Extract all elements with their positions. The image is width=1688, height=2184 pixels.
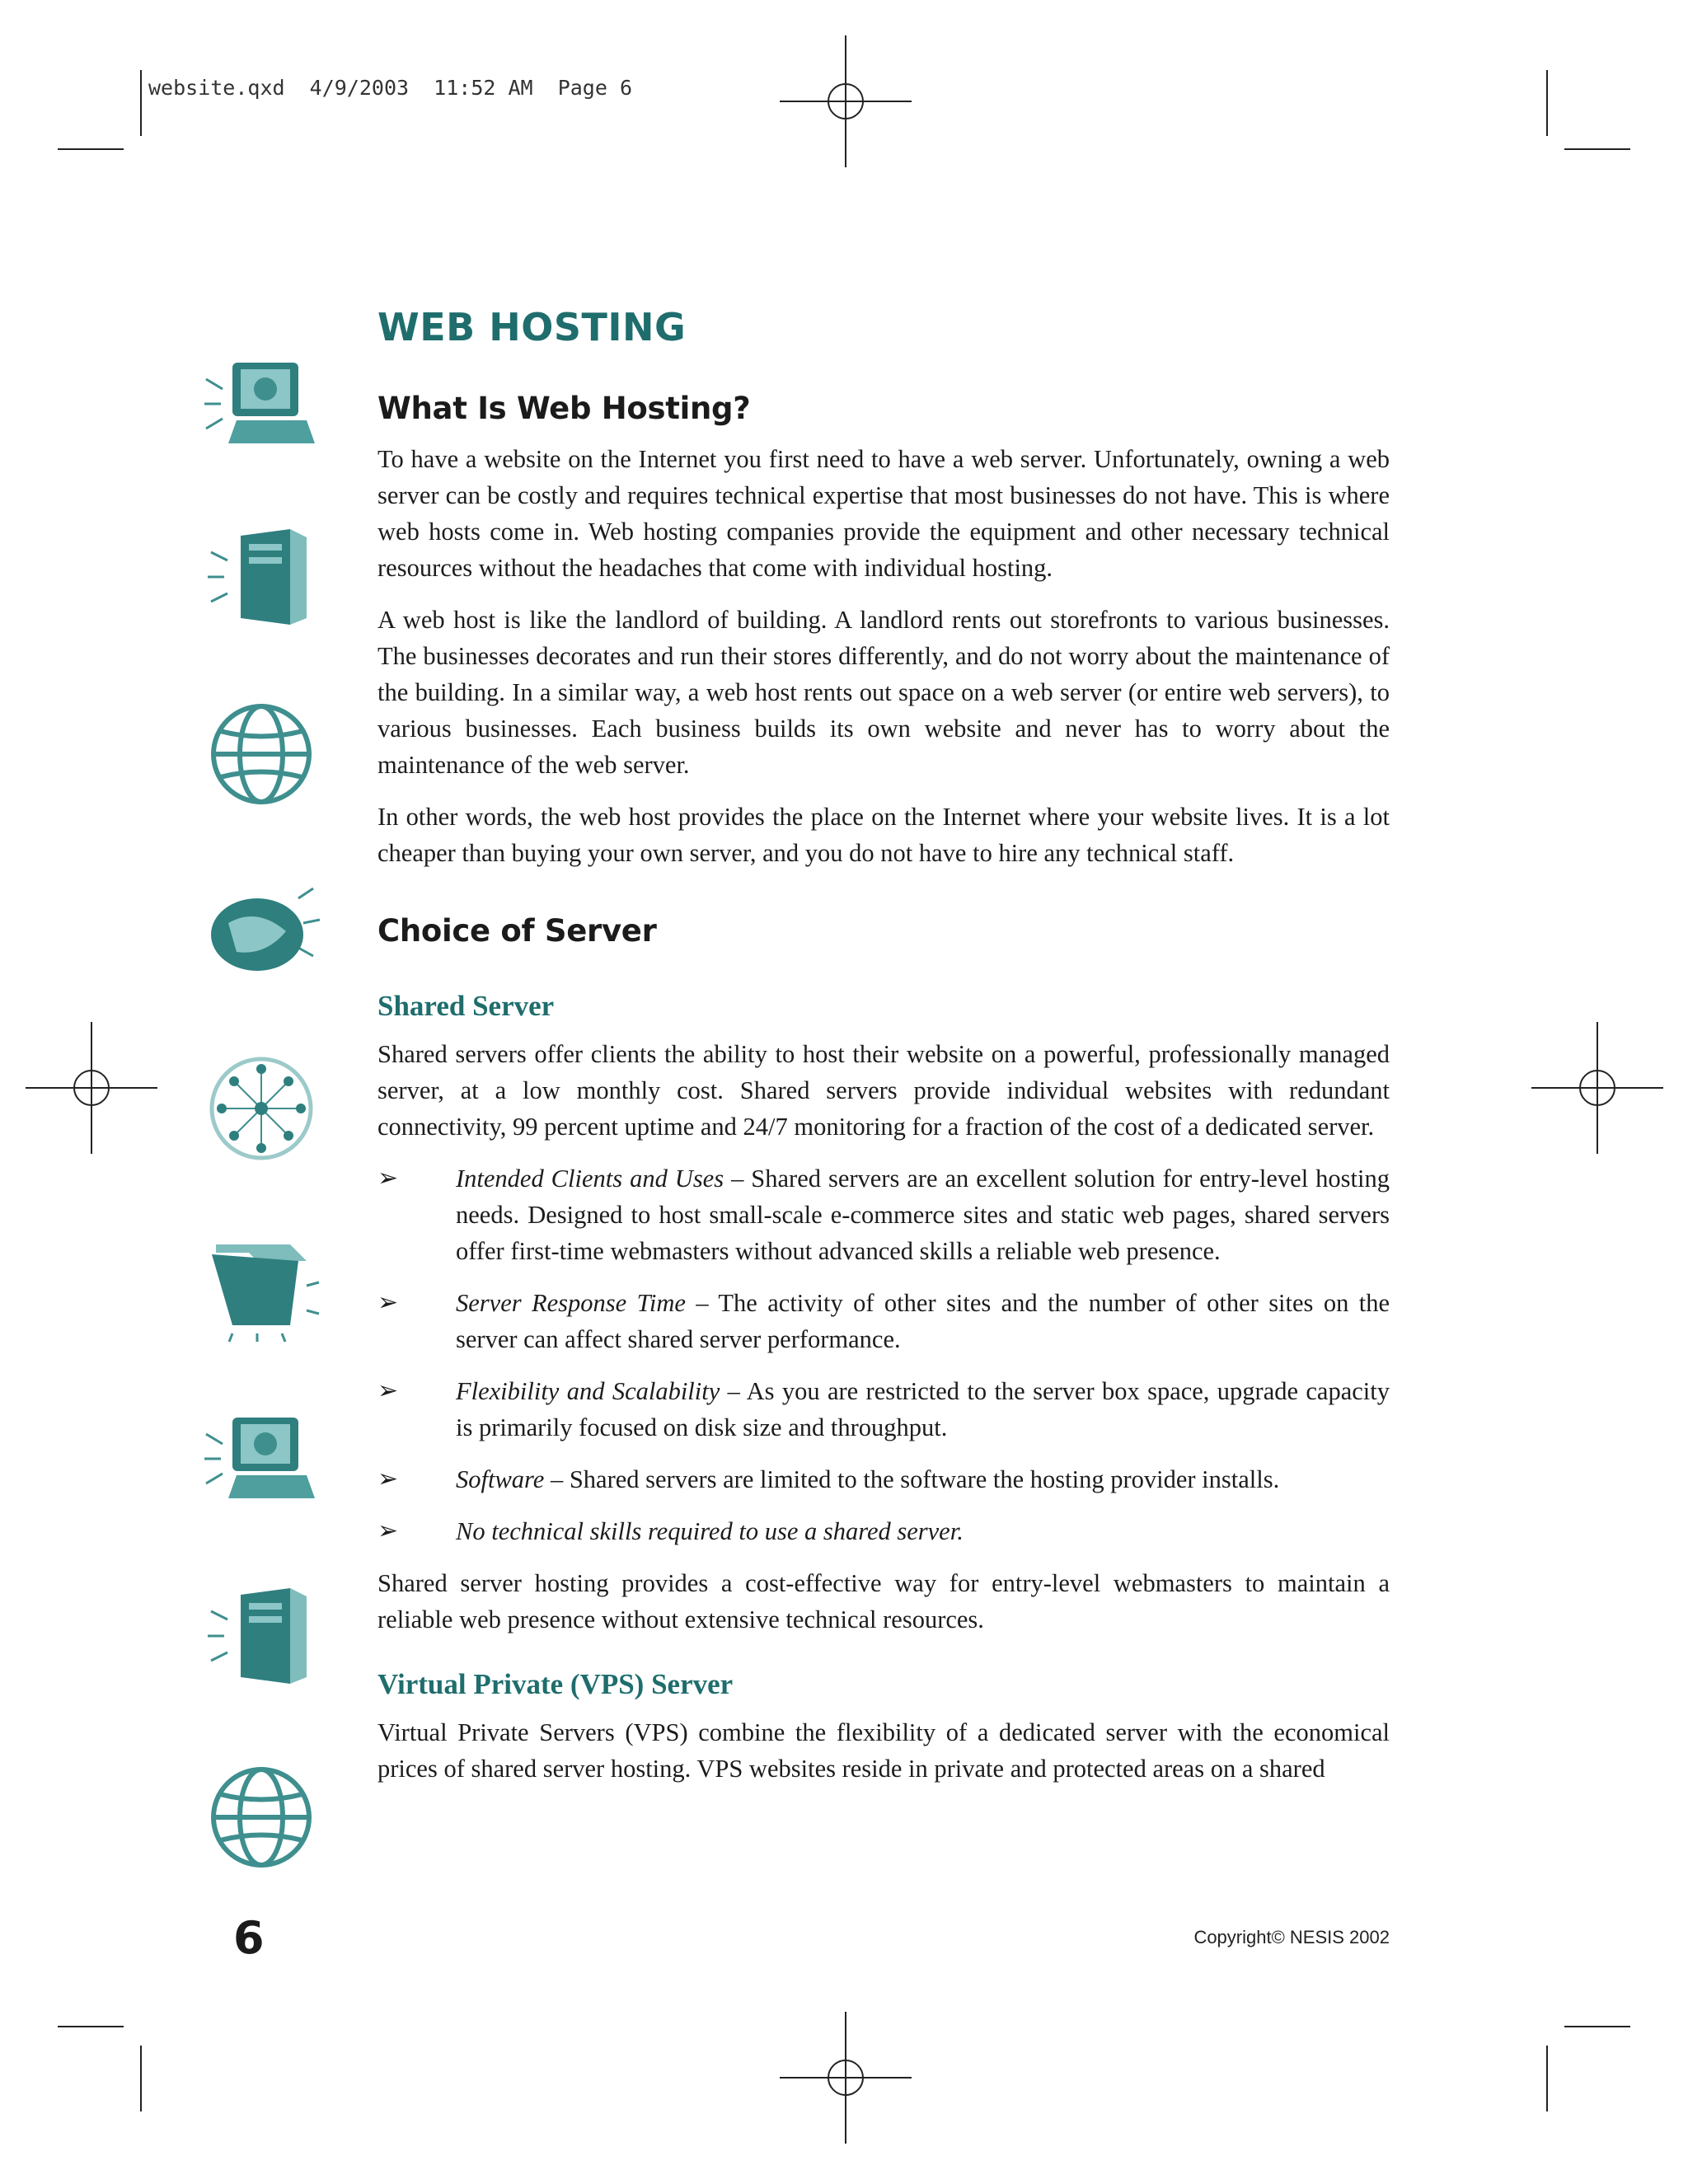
bullet-term: Software — [456, 1465, 545, 1493]
bullet-item — [377, 1285, 1390, 1357]
globe-icon — [183, 1755, 340, 1879]
choice-heading: Choice of Server — [377, 913, 657, 949]
vps-server-heading: Virtual Private (VPS) Server — [377, 1668, 734, 1700]
bullet-arrow-icon: ➢ — [377, 1516, 399, 1545]
shared-server-bullets — [377, 1160, 1390, 1549]
computer-icon — [183, 342, 340, 466]
what-is-heading: What Is Web Hosting? — [377, 391, 751, 426]
bullet-item — [377, 1461, 1390, 1497]
shared-server-summary: Shared server hosting provides a cost-effective way for entry-level webmasters to maintain a reliable web presence without extensive technical resources. — [377, 1569, 1390, 1633]
bullet-text: – The activity of other sites and the number of other sites on the server can affect shared server performance. — [456, 1289, 1390, 1353]
what-is-paragraph: To have a website on the Internet you first need to have a web server. Unfortunately, owning a web server can be costly and requires technical expertise that most businesses do not have. This is where web hosts come in. Web hosting companies provide the equipment and other necessary technical resources without the headaches that come with individual hosting. — [377, 445, 1390, 582]
shared-server-intro: Shared servers offer clients the ability to host their website on a powerful, professionally managed server, at a low monthly cost. Shared servers provide individual websites with redundant connectivity, 99 percent uptime and 24/7 monitoring for a fraction of the cost of a dedicated server. — [377, 1040, 1390, 1141]
what-is-paragraph: A web host is like the landlord of building. A landlord rents out storefronts to various businesses. The businesses decorates and run their stores differently, and do not worry about the maintenance of the building. In a similar way, a web host rents out space on a web server (or entire web servers), to various businesses. Each business builds its own website and never has to worry about the maintenance of the web server. — [377, 606, 1390, 779]
registration-mark-right — [1531, 1022, 1663, 1154]
server-tower-icon — [183, 515, 340, 639]
folder-icon — [183, 1224, 340, 1347]
page-content — [377, 305, 1390, 1802]
bullet-term: Server Response Time — [456, 1289, 686, 1317]
bullet-term: Intended Clients and Uses — [456, 1165, 724, 1193]
server-tower-icon — [183, 1574, 340, 1698]
mouse-icon — [183, 869, 340, 993]
vps-server-text: Virtual Private Servers (VPS) combine the flexibility of a dedicated server with the economical prices of shared server hosting. VPS websites reside in private and protected areas on a shared — [377, 1718, 1390, 1783]
network-icon — [183, 1047, 340, 1170]
bullet-term: Flexibility and Scalability — [456, 1377, 720, 1405]
bullet-text: – Shared servers are limited to the software the hosting provider installs. — [544, 1465, 1280, 1493]
registration-mark-left — [26, 1022, 157, 1154]
bullet-term: No technical skills required to use a shared server. — [456, 1517, 964, 1545]
bullet-item — [377, 1513, 1390, 1549]
section-title: WEB HOSTING — [377, 305, 687, 349]
bullet-arrow-icon: ➢ — [377, 1465, 399, 1493]
bullet-arrow-icon: ➢ — [377, 1164, 399, 1193]
copyright-notice: Copyright© NESIS 2002 — [1193, 1927, 1390, 1947]
bullet-item — [377, 1160, 1390, 1269]
registration-mark-top — [780, 35, 912, 167]
bullet-text: – Shared servers are an excellent solution for entry-level hosting needs. Designed to host small-scale e-commerce sites and static web pages, shared servers offer first-time webmasters without advanced skills a reliable web presence. — [456, 1165, 1390, 1265]
what-is-paragraph: In other words, the web host provides the place on the Internet where your website lives. It is a lot cheaper than buying your own server, and you do not have to hire any technical staff. — [377, 803, 1390, 867]
bullet-item — [377, 1373, 1390, 1446]
computer-icon — [183, 1397, 340, 1521]
shared-server-heading: Shared Server — [377, 990, 555, 1022]
bullet-text: – As you are restricted to the server box space, upgrade capacity is primarily focused on disk size and throughput. — [456, 1377, 1390, 1441]
registration-mark-bottom — [780, 2012, 912, 2144]
globe-icon — [183, 692, 340, 816]
print-slug: website.qxd 4/9/2003 11:52 AM Page 6 — [148, 76, 632, 100]
bullet-arrow-icon: ➢ — [377, 1288, 399, 1317]
bullet-arrow-icon: ➢ — [377, 1376, 399, 1405]
page-number: 6 — [233, 1912, 265, 1964]
